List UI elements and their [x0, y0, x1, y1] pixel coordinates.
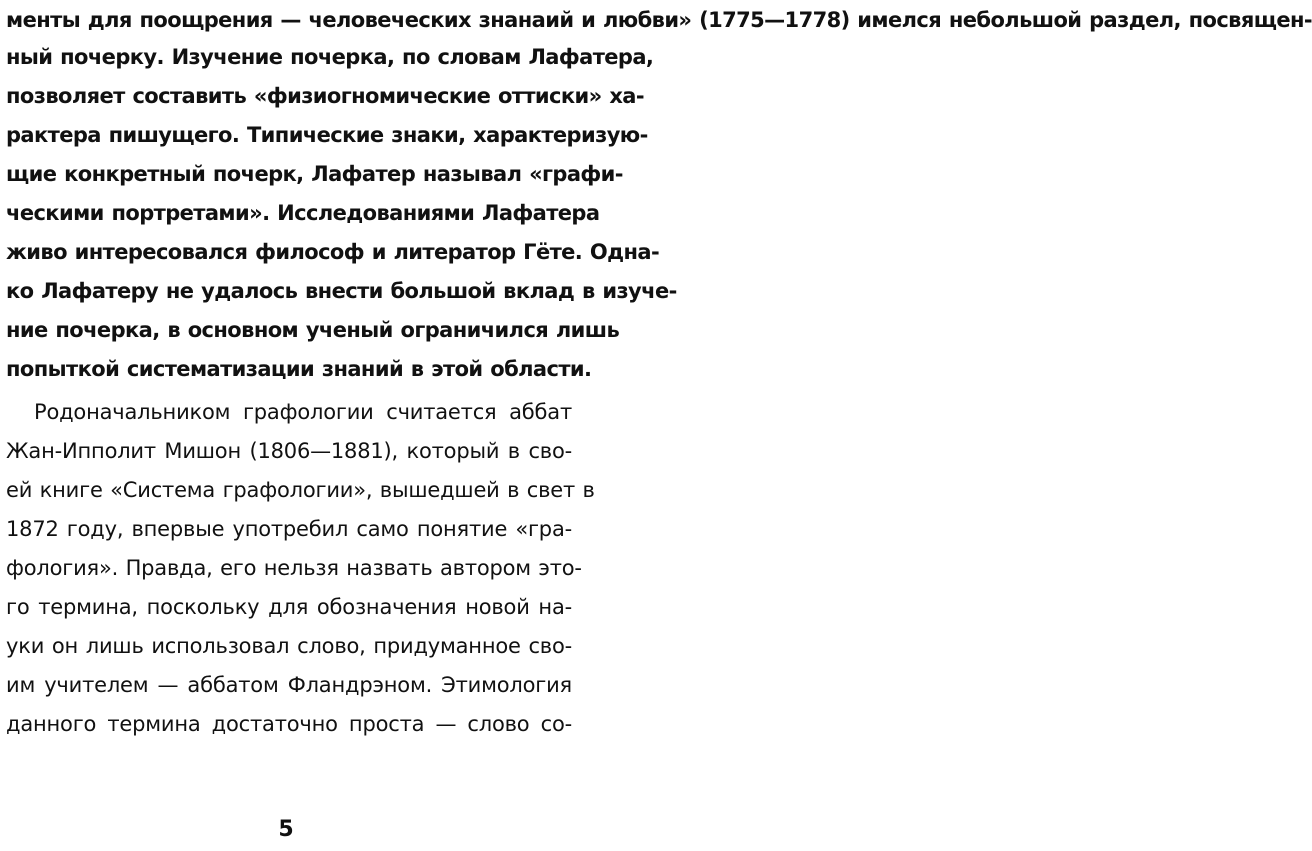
text-line: менты для поощрения — человеческих знанаий и любви» (1775—1778) имелся небольшой раздел, посвящен- [6, 8, 1312, 32]
text-line: рактера пишущего. Типические знаки, характеризую- [6, 123, 648, 147]
text-line: данного термина достаточно проста — слово со- [6, 712, 572, 736]
text-line: го термина, поскольку для обозначения новой на- [6, 595, 572, 619]
text-line: ей книге «Система графологии», вышедшей в свет в [6, 478, 595, 502]
text-line: щие конкретный почерк, Лафатер называл «графи- [6, 162, 623, 186]
text-line: ние почерка, в основном ученый ограничился лишь [6, 318, 620, 342]
text-line: ческими портретами». Исследованиями Лафатера [6, 201, 600, 225]
text-line: ко Лафатеру не удалось внести большой вклад в изуче- [6, 279, 677, 303]
text-line: ный почерку. Изучение почерка, по словам Лафатера, [6, 45, 654, 69]
text-line: живо интересовался философ и литератор Гёте. Одна- [6, 240, 660, 264]
text-line: Жан-Ипполит Мишон (1806—1881), который в сво- [6, 439, 572, 463]
text-line: им учителем — аббатом Фландрэном. Этимология [6, 673, 572, 697]
text-line: Родоначальником графологии считается аббат [34, 400, 572, 424]
text-line: уки он лишь использовал слово, придуманное сво- [6, 634, 572, 658]
text-line: фология». Правда, его нельзя назвать автором это- [6, 556, 582, 580]
text-line: попыткой систематизации знаний в этой области. [6, 357, 592, 381]
text-line: позволяет составить «физиогномические оттиски» ха- [6, 84, 644, 108]
page-number: 5 [278, 817, 294, 842]
text-line: 1872 году, впервые употребил само понятие «гра- [6, 517, 572, 541]
